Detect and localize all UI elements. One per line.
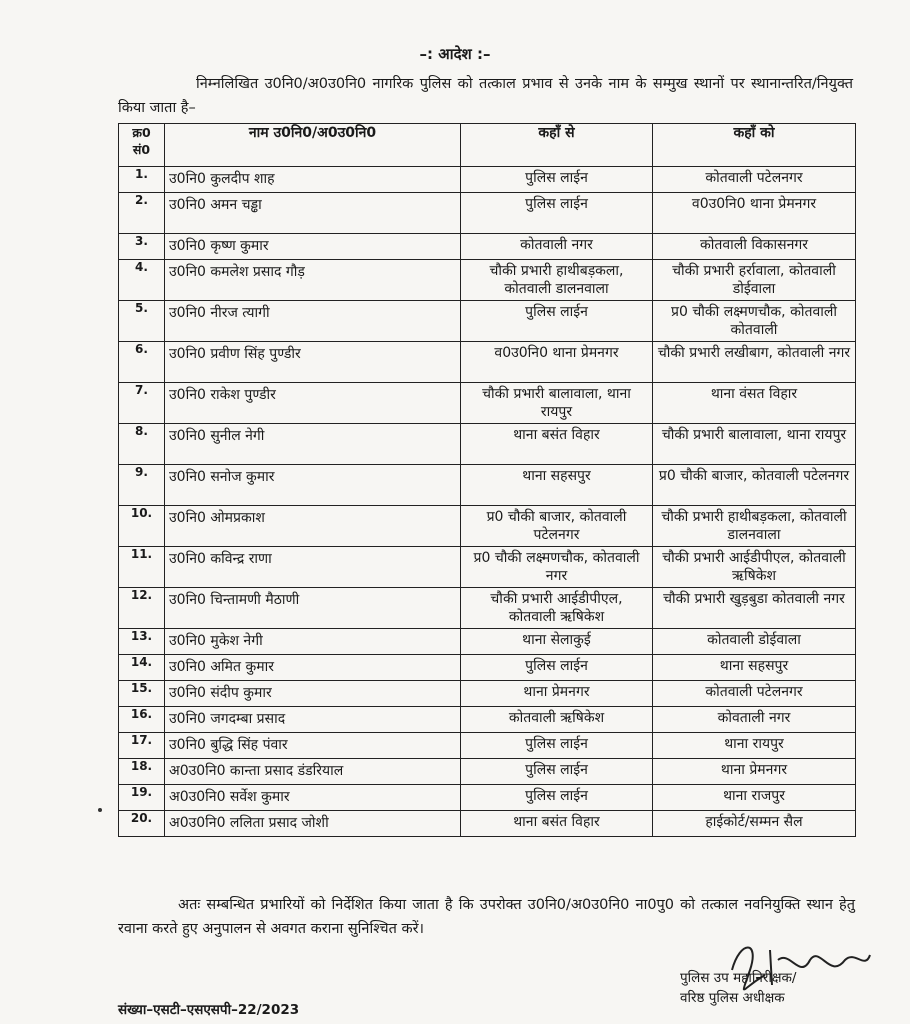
row-name-text: उ0नि0 कविन्द्र राणा xyxy=(169,551,272,567)
row-name xyxy=(165,465,461,506)
row-from xyxy=(461,707,653,733)
row-to xyxy=(653,681,856,707)
row-serial: 1. xyxy=(119,167,165,193)
row-name xyxy=(165,506,461,547)
row-to xyxy=(653,424,856,465)
row-from xyxy=(461,811,653,837)
row-serial: 9. xyxy=(119,465,165,506)
row-to-text: थाना राजपुर xyxy=(723,788,785,804)
row-from-text: पुलिस लाईन xyxy=(525,304,588,320)
row-to-text: कोतवाली पटेलनगर xyxy=(705,684,803,700)
row-name-text: उ0नि0 अमित कुमार xyxy=(169,659,274,675)
row-from-text: थाना बसंत विहार xyxy=(513,427,600,443)
row-name xyxy=(165,234,461,260)
row-from-text: कोतवाली ऋषिकेश xyxy=(508,710,605,726)
table-header-row xyxy=(119,124,856,167)
row-name-text: अ0उ0नि0 कान्ता प्रसाद डंडरियाल xyxy=(169,763,344,779)
row-name-text: अ0उ0नि0 ललिता प्रसाद जोशी xyxy=(169,815,329,831)
table-row xyxy=(119,301,856,342)
row-name-text: उ0नि0 कुलदीप शाह xyxy=(169,171,275,187)
row-name xyxy=(165,301,461,342)
row-name xyxy=(165,167,461,193)
row-serial: 7. xyxy=(119,383,165,424)
row-name xyxy=(165,547,461,588)
row-to xyxy=(653,588,856,629)
row-name-text: उ0नि0 संदीप कुमार xyxy=(169,685,272,701)
row-to xyxy=(653,655,856,681)
row-name-text: उ0नि0 राकेश पुण्डीर xyxy=(169,387,276,403)
row-from xyxy=(461,234,653,260)
row-from xyxy=(461,167,653,193)
intro-paragraph: निम्नलिखित उ0नि0/अ0उ0नि0 नागरिक पुलिस को तत्काल प्रभाव से उनके नाम के सम्मुख स्थानों पर स्थानान्तरित/नियुक्त किया जाता है– xyxy=(118,76,853,116)
row-to-text: थाना सहसपुर xyxy=(719,658,789,674)
row-from xyxy=(461,465,653,506)
table-row xyxy=(119,234,856,260)
row-serial: 20. xyxy=(119,811,165,837)
row-to xyxy=(653,811,856,837)
row-from xyxy=(461,733,653,759)
row-from-text: थाना प्रेमनगर xyxy=(523,684,590,700)
row-name xyxy=(165,342,461,383)
row-from-text: पुलिस लाईन xyxy=(525,736,588,752)
row-from xyxy=(461,629,653,655)
row-from-text: पुलिस लाईन xyxy=(525,658,588,674)
row-name-text: उ0नि0 ओमप्रकाश xyxy=(169,510,265,526)
row-to xyxy=(653,383,856,424)
row-from xyxy=(461,681,653,707)
row-to-text: कोतवाली पटेलनगर xyxy=(705,170,803,186)
row-name-text: उ0नि0 बुद्धि सिंह पंवार xyxy=(169,737,288,753)
row-serial: 19. xyxy=(119,785,165,811)
row-from xyxy=(461,193,653,234)
row-from xyxy=(461,655,653,681)
row-to-text: कोतवाली विकासनगर xyxy=(700,237,808,253)
transfer-table xyxy=(118,123,856,837)
row-from xyxy=(461,383,653,424)
row-to xyxy=(653,785,856,811)
reference-number: संख्या–एसटी–एसएसपी–22/2023 xyxy=(118,1002,300,1018)
row-from-text: चौकी प्रभारी बालावाला, थाना रायपुर xyxy=(482,386,631,420)
row-from-text: चौकी प्रभारी हाथीबड़कला, कोतवाली डालनवाला xyxy=(489,263,624,297)
row-serial: 3. xyxy=(119,234,165,260)
instruction-paragraph: अतः सम्बन्धित प्रभारियों को निर्देशित किया जाता है कि उपरोक्त उ0नि0/अ0उ0नि0 ना0पु0 को तत्काल नवनियुक्ति स्थान हेतु रवाना करते हुए अनुपालन से अवगत कराना सुनिश्चित करें। xyxy=(118,897,855,937)
row-to xyxy=(653,167,856,193)
row-name-text: उ0नि0 प्रवीण सिंह पुण्डीर xyxy=(169,346,301,362)
row-serial: 13. xyxy=(119,629,165,655)
row-from-text: पुलिस लाईन xyxy=(525,196,588,212)
row-serial: 15. xyxy=(119,681,165,707)
table-row xyxy=(119,465,856,506)
row-name-text: उ0नि0 जगदम्बा प्रसाद xyxy=(169,711,286,727)
row-name xyxy=(165,681,461,707)
row-to xyxy=(653,342,856,383)
signer-line-1: पुलिस उप महानिरीक्षक/ xyxy=(680,970,797,986)
row-serial: 11. xyxy=(119,547,165,588)
row-name-text: उ0नि0 सनोज कुमार xyxy=(169,469,275,485)
row-from xyxy=(461,342,653,383)
row-from-text: प्र0 चौकी बाजार, कोतवाली पटेलनगर xyxy=(486,509,627,543)
row-name xyxy=(165,424,461,465)
row-serial: 4. xyxy=(119,260,165,301)
row-serial: 18. xyxy=(119,759,165,785)
row-to xyxy=(653,707,856,733)
row-name-text: उ0नि0 सुनील नेगी xyxy=(169,428,265,444)
row-serial: 17. xyxy=(119,733,165,759)
header-to: कहाँ को xyxy=(653,124,856,167)
header-from: कहाँ से xyxy=(461,124,653,167)
row-name-text: उ0नि0 अमन चड्ढा xyxy=(169,197,262,213)
row-to xyxy=(653,629,856,655)
row-to-text: प्र0 चौकी बाजार, कोतवाली पटेलनगर xyxy=(658,468,850,484)
table-row xyxy=(119,629,856,655)
row-to-text: चौकी प्रभारी खुड़बुडा कोतवाली नगर xyxy=(663,591,845,607)
table-row xyxy=(119,588,856,629)
row-from xyxy=(461,301,653,342)
row-from-text: थाना सेलाकुई xyxy=(522,632,591,648)
row-from-text: पुलिस लाईन xyxy=(525,762,588,778)
row-from-text: चौकी प्रभारी आईडीपीएल, कोतवाली ऋषिकेश xyxy=(490,591,623,625)
row-name-text: उ0नि0 चिन्तामणी मैठाणी xyxy=(169,592,300,608)
table-row xyxy=(119,193,856,234)
row-name xyxy=(165,759,461,785)
row-to-text: चौकी प्रभारी बालावाला, थाना रायपुर xyxy=(661,427,847,443)
signer-line-2: वरिष्ठ पुलिस अधीक्षक xyxy=(680,990,785,1006)
row-to-text: कोतवाली डोईवाला xyxy=(707,632,801,648)
signer-block xyxy=(680,968,900,1008)
row-to-text: व0उ0नि0 थाना प्रेमनगर xyxy=(691,196,817,212)
row-name xyxy=(165,707,461,733)
row-name xyxy=(165,785,461,811)
row-to-text: चौकी प्रभारी लखीबाग, कोतवाली नगर xyxy=(657,345,851,361)
row-from-text: प्र0 चौकी लक्ष्मणचौक, कोतवाली नगर xyxy=(473,550,640,584)
row-to-text: थाना प्रेमनगर xyxy=(720,762,788,778)
row-from xyxy=(461,588,653,629)
order-title: –: आदेश :– xyxy=(419,45,491,63)
row-from-text: थाना बसंत विहार xyxy=(513,814,600,830)
table-row xyxy=(119,681,856,707)
row-to xyxy=(653,733,856,759)
table-row xyxy=(119,547,856,588)
row-to xyxy=(653,759,856,785)
row-from-text: थाना सहसपुर xyxy=(522,468,591,484)
row-from xyxy=(461,547,653,588)
row-to-text: चौकी प्रभारी आईडीपीएल, कोतवाली ऋषिकेश xyxy=(662,550,846,584)
row-to xyxy=(653,465,856,506)
table-row xyxy=(119,424,856,465)
row-serial: 12. xyxy=(119,588,165,629)
row-name-text: उ0नि0 कमलेश प्रसाद गौड़ xyxy=(169,264,305,280)
table-row xyxy=(119,260,856,301)
row-to xyxy=(653,547,856,588)
row-to xyxy=(653,193,856,234)
row-from-text: कोतवाली नगर xyxy=(520,237,593,253)
table-row xyxy=(119,733,856,759)
row-to xyxy=(653,301,856,342)
row-serial: 10. xyxy=(119,506,165,547)
row-from-text: पुलिस लाईन xyxy=(525,170,588,186)
row-from xyxy=(461,785,653,811)
row-to xyxy=(653,260,856,301)
table-row xyxy=(119,759,856,785)
row-name xyxy=(165,260,461,301)
row-to-text: प्र0 चौकी लक्ष्मणचौक, कोतवाली कोतवाली xyxy=(671,304,837,338)
row-from xyxy=(461,424,653,465)
table-row xyxy=(119,167,856,193)
row-from-text: पुलिस लाईन xyxy=(525,788,588,804)
table-row xyxy=(119,655,856,681)
row-from xyxy=(461,506,653,547)
row-serial: 6. xyxy=(119,342,165,383)
row-to xyxy=(653,506,856,547)
table-row xyxy=(119,383,856,424)
header-serial: क्र0 सं0 xyxy=(119,124,165,167)
row-to-text: कोवताली नगर xyxy=(717,710,791,726)
header-name: नाम उ0नि0/अ0उ0नि0 xyxy=(165,124,461,167)
row-to-text: हाईकोर्ट/सम्मन सैल xyxy=(705,814,803,830)
row-name xyxy=(165,383,461,424)
row-name-text: अ0उ0नि0 सर्वेश कुमार xyxy=(169,789,290,805)
row-serial: 5. xyxy=(119,301,165,342)
row-to-text: चौकी प्रभारी हर्रावाला, कोतवाली डोईवाला xyxy=(672,263,836,297)
row-name xyxy=(165,655,461,681)
row-name xyxy=(165,588,461,629)
row-to-text: चौकी प्रभारी हाथीबड़कला, कोतवाली डालनवाला xyxy=(661,509,847,543)
row-from xyxy=(461,260,653,301)
row-name xyxy=(165,193,461,234)
table-row xyxy=(119,785,856,811)
row-name-text: उ0नि0 नीरज त्यागी xyxy=(169,305,270,321)
margin-dot xyxy=(98,808,102,812)
row-name-text: उ0नि0 कृष्ण कुमार xyxy=(169,238,269,254)
row-name xyxy=(165,733,461,759)
table-row xyxy=(119,342,856,383)
row-serial: 2. xyxy=(119,193,165,234)
row-to-text: थाना रायपुर xyxy=(724,736,784,752)
table-row xyxy=(119,811,856,837)
row-to-text: थाना वंसत विहार xyxy=(710,386,798,402)
row-serial: 16. xyxy=(119,707,165,733)
row-name xyxy=(165,629,461,655)
table-row xyxy=(119,506,856,547)
row-name-text: उ0नि0 मुकेश नेगी xyxy=(169,633,263,649)
row-to xyxy=(653,234,856,260)
row-name xyxy=(165,811,461,837)
row-from xyxy=(461,759,653,785)
row-serial: 8. xyxy=(119,424,165,465)
table-row xyxy=(119,707,856,733)
row-serial: 14. xyxy=(119,655,165,681)
row-from-text: व0उ0नि0 थाना प्रेमनगर xyxy=(494,345,619,361)
